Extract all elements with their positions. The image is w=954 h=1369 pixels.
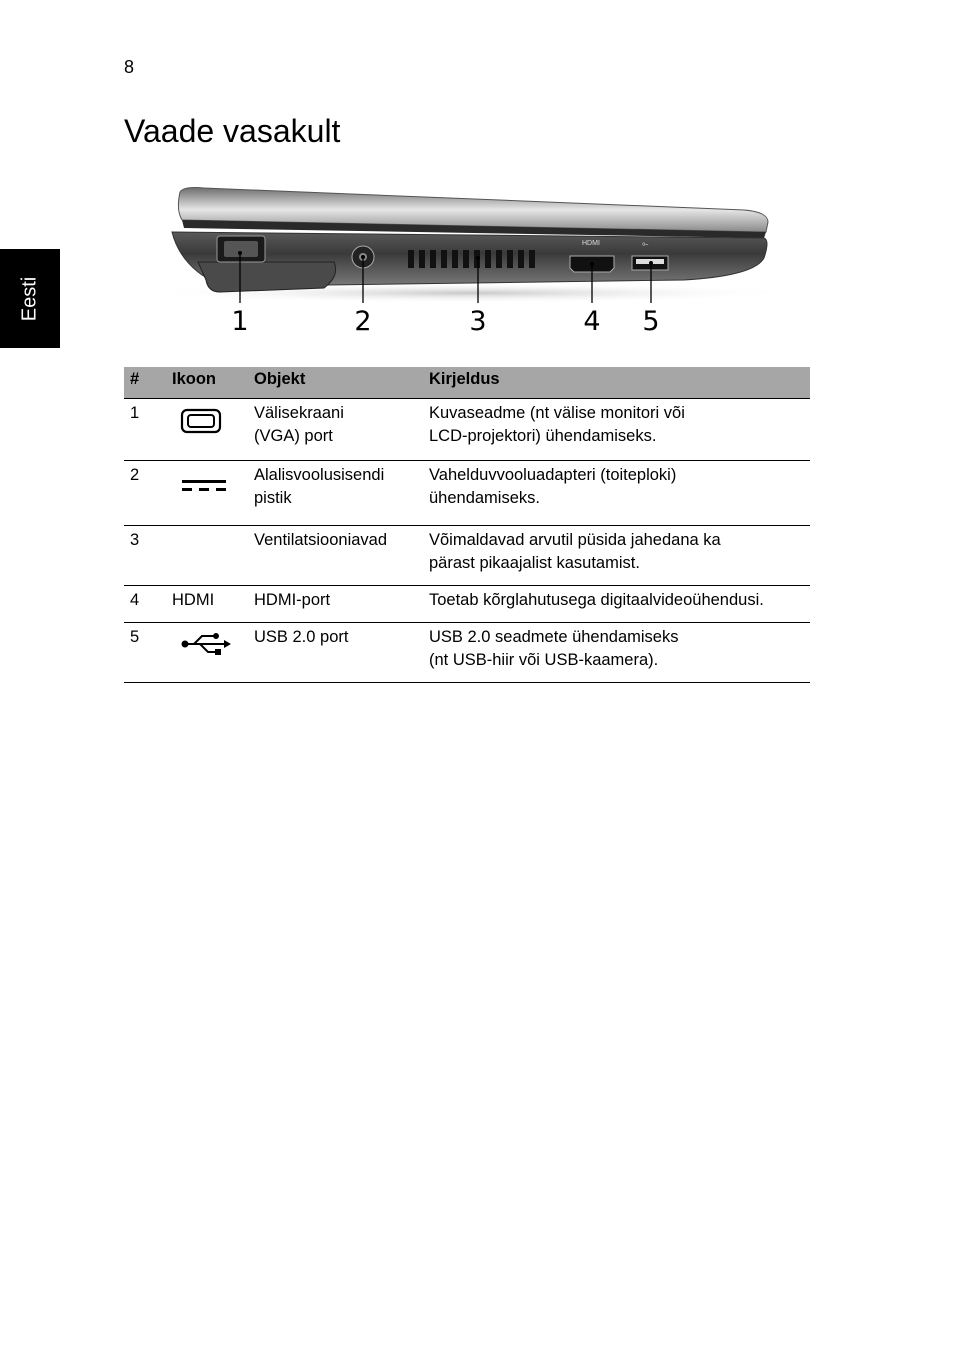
row-number: 3: [124, 526, 166, 586]
row-number: 2: [124, 461, 166, 526]
row-description: Toetab kõrglahutusega digitaalvideoühendusi.: [423, 586, 810, 623]
page-number: 8: [124, 57, 135, 77]
hdmi-port-caption: HDMI: [582, 240, 600, 247]
usb-port-caption-icon: ⟜: [642, 239, 649, 248]
ports-table: [124, 367, 810, 683]
laptop-left-side-illustration: [124, 180, 810, 340]
row-object: USB 2.0 port: [248, 623, 423, 683]
header-description: Kirjeldus: [423, 367, 810, 399]
row-icon-cell: [166, 461, 248, 526]
table-row: [124, 623, 810, 683]
header-number: #: [124, 367, 166, 399]
row-icon-cell: [166, 623, 248, 683]
table-header-row: [124, 367, 810, 399]
row-number: 4: [124, 586, 166, 623]
row-object: Alalisvoolusisendi pistik: [248, 461, 423, 526]
callout-5: 5: [642, 306, 660, 337]
callout-3: 3: [469, 306, 487, 337]
row-number: 1: [124, 399, 166, 461]
table-row: [124, 526, 810, 586]
vga-icon: [180, 407, 222, 435]
table-row: [124, 399, 810, 461]
language-side-tab: [0, 249, 60, 348]
row-icon-cell: [166, 399, 248, 461]
side-tab-label: Eesti: [18, 276, 41, 321]
battery-bulge: [198, 262, 336, 292]
page-title: Vaade vasakult: [124, 113, 341, 149]
callout-1: 1: [231, 306, 249, 337]
row-icon-text: HDMI: [166, 586, 248, 623]
row-description: USB 2.0 seadmete ühendamiseks (nt USB-hiir või USB-kaamera).: [423, 623, 810, 683]
callout-4: 4: [583, 306, 601, 337]
table-row: [124, 461, 810, 526]
usb-icon: [180, 631, 232, 657]
row-object: Välisekraani (VGA) port: [248, 399, 423, 461]
row-number: 5: [124, 623, 166, 683]
dc-in-icon: [180, 474, 230, 498]
row-description: Kuvaseadme (nt välise monitori või LCD-projektori) ühendamiseks.: [423, 399, 810, 461]
row-icon-cell: [166, 526, 248, 586]
row-description: Vahelduvvooluadapteri (toiteploki) ühendamiseks.: [423, 461, 810, 526]
header-object: Objekt: [248, 367, 423, 399]
row-object: HDMI-port: [248, 586, 423, 623]
row-description: Võimaldavad arvutil püsida jahedana ka pärast pikaajalist kasutamist.: [423, 526, 810, 586]
row-object: Ventilatsiooniavad: [248, 526, 423, 586]
header-icon: Ikoon: [166, 367, 248, 399]
callout-2: 2: [354, 306, 372, 337]
table-row: [124, 586, 810, 623]
